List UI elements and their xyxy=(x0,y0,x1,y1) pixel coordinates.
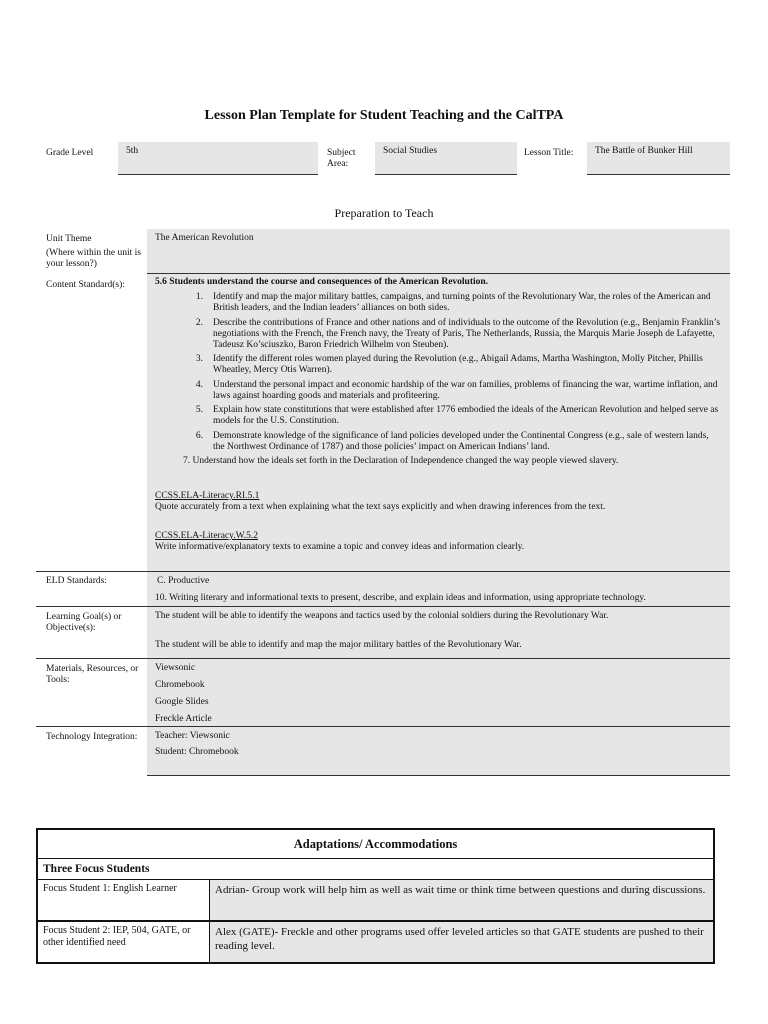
ccss-link-w[interactable]: CCSS.ELA-Literacy.W.5.2 xyxy=(155,531,258,541)
eld-line-1: C. Productive xyxy=(157,576,210,586)
table-row xyxy=(38,921,713,962)
section-heading: Preparation to Teach xyxy=(334,206,434,220)
technology-teacher: Teacher: Viewsonic xyxy=(155,731,230,741)
lesson-title-label: Lesson Title: xyxy=(524,148,574,158)
list-item: 6. Demonstrate knowledge of the significance of land policies developed under the Continental Congress (e.g., sale of western lands, the Northwest Ordinance of 1787) and those policies’ impact on American Indians’ land. xyxy=(195,430,709,452)
eld-label: ELD Standards: xyxy=(46,576,107,586)
focus-student-text: Adrian- Group work will help him as well as wait time or think time between questions and during discussions. xyxy=(210,880,713,920)
subject-area-value: Social Studies xyxy=(375,142,517,174)
standards-list xyxy=(155,292,722,453)
eld-line-2: 10. Writing literary and informational texts to present, describe, and explain ideas and information, using appropriate technology. xyxy=(155,593,646,603)
focus-student-label: Focus Student 1: English Learner xyxy=(38,880,210,920)
eld-cell xyxy=(147,572,730,606)
technology-cell xyxy=(147,727,730,775)
technology-label: Technology Integration: xyxy=(46,732,138,742)
list-item: 5. Explain how state constitutions that were established after 1776 embodied the ideals of the American Revolution and helped serve as models for the U.S. Constitution. xyxy=(195,405,719,426)
material-item: Google Slides xyxy=(155,697,209,707)
unit-theme-value: The American Revolution xyxy=(147,229,730,273)
material-item: Viewsonic xyxy=(155,663,196,673)
list-item: 3. Identify the different roles women played during the Revolution (e.g., Abigail Adams, Martha Washington, Molly Pitcher, Phillis Wheatley, Mercy Otis Warren). xyxy=(195,354,703,375)
material-item: Chromebook xyxy=(155,680,205,690)
technology-student: Student: Chromebook xyxy=(155,747,239,757)
goal-2: The student will be able to identify and map the major military battles of the Revolutionary War. xyxy=(155,640,522,650)
materials-label: Materials, Resources, or Tools: xyxy=(46,664,139,685)
standard-item-7: 7. Understand how the ideals set forth in the Declaration of Independence changed the way people viewed slavery. xyxy=(183,456,619,466)
content-standards-label: Content Standard(s): xyxy=(46,280,125,290)
table-row xyxy=(38,880,713,921)
ccss-ri-text: Quote accurately from a text when explaining what the text says explicitly and when drawing inferences from the text. xyxy=(155,502,606,512)
adaptations-table xyxy=(36,828,715,964)
materials-cell xyxy=(147,659,730,726)
focus-students-subheading: Three Focus Students xyxy=(38,859,713,880)
grade-level-label: Grade Level xyxy=(46,148,94,158)
ccss-w-text: Write informative/explanatory texts to examine a topic and convey ideas and information clearly. xyxy=(155,542,525,552)
goal-1: The student will be able to identify the weapons and tactics used by the colonial soldiers during the Revolutionary War. xyxy=(155,611,609,621)
grade-level-value: 5th xyxy=(118,142,318,174)
standard-heading: 5.6 Students understand the course and consequences of the American Revolution. xyxy=(155,277,489,287)
material-item: Freckle Article xyxy=(155,714,212,724)
content-standards-cell xyxy=(147,274,730,571)
ccss-link-ri[interactable]: CCSS.ELA-Literacy.RI.5.1 xyxy=(155,491,260,501)
focus-student-label: Focus Student 2: IEP, 504, GATE, or other identified need xyxy=(38,922,210,962)
learning-goals-cell xyxy=(147,607,730,658)
lesson-title-value: The Battle of Bunker Hill xyxy=(587,142,730,174)
learning-goals-label: Learning Goal(s) or Objective(s): xyxy=(46,612,122,633)
document-title: Lesson Plan Template for Student Teaching and the CalTPA xyxy=(204,108,564,123)
list-item: 1. Identify and map the major military battles, campaigns, and turning points of the Revolutionary War, the roles of the American and British leaders, and the Indian leaders’ alliances on both sides. xyxy=(195,292,711,313)
focus-student-text: Alex (GATE)- Freckle and other programs used offer leveled articles so that GATE students are pushed to their reading level. xyxy=(210,922,713,962)
list-item: 2. Describe the contributions of France and other nations and of individuals to the outcome of the Revolution (e.g., Benjamin Franklin’s negotiations with the French, the French navy, the Treaty of Paris, The Netherlands, Russia, the Marquis Marie Joseph de Lafayette, Tadeusz Ko’sciuszko, Baron Friedrich Wilhelm von Steuben). xyxy=(195,317,721,350)
unit-theme-label: Unit Theme (Where within the unit is your lesson?) xyxy=(46,234,141,269)
adaptations-heading: Adaptations/ Accommodations xyxy=(38,830,713,859)
subject-area-label: Subject Area: xyxy=(327,148,356,169)
list-item: 4. Understand the personal impact and economic hardship of the war on families, problems of financing the war, wartime inflation, and laws against hoarding goods and materials and profiteering. xyxy=(195,379,718,401)
